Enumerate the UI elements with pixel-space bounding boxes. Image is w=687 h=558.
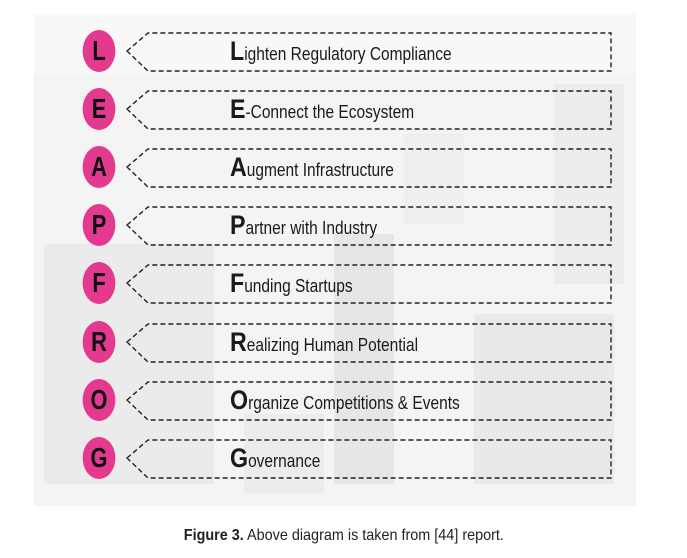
letter-badge: F [83,262,116,304]
letter-badge: P [83,204,116,246]
item-text: ighten Regulatory Compliance [244,44,452,64]
letter-badge: E [83,88,116,130]
item-label [230,150,394,184]
item-initial: E [230,94,246,125]
item-text: rganize Competitions & Events [248,392,460,413]
item-text: overnance [248,450,321,471]
item-label [230,383,460,417]
diagram-row [34,432,636,484]
diagram-row [34,257,636,309]
item-initial: F [230,268,245,299]
item-initial: R [230,326,247,357]
diagram-row [34,374,636,426]
letter-badge: L [83,30,116,72]
item-text: -Connect the Ecosystem [245,102,415,123]
caption-text: Above diagram is taken from [44] report. [243,527,504,544]
item-text: unding Startups [244,276,353,297]
item-label [230,266,353,300]
item-text: ealizing Human Potential [246,334,419,355]
diagram-row [34,199,636,251]
callout-box [34,432,636,484]
item-text: ugment Infrastructure [246,160,394,181]
item-label [230,34,452,68]
letter-badge: A [83,146,116,188]
letter-badge: G [83,437,116,479]
item-initial: G [230,442,249,473]
figure-caption [0,527,687,545]
item-label [230,325,418,359]
item-initial: A [230,152,247,183]
dashed-arrow-outline [127,440,611,478]
diagram-row [34,83,636,135]
item-label [230,441,320,475]
letter-badge: O [83,379,116,421]
item-initial: O [230,384,249,415]
caption-label: Figure 3. [183,527,244,544]
dashed-arrow-outline [127,265,611,303]
item-initial: P [230,210,246,241]
item-label [230,208,377,242]
diagram-row [34,141,636,193]
item-text: artner with Industry [245,218,378,239]
diagram-row [34,316,636,368]
leapfrog-diagram [34,14,636,506]
item-label [230,92,414,126]
item-initial: L [230,36,245,66]
letter-badge: R [83,321,116,363]
diagram-row [34,25,636,77]
